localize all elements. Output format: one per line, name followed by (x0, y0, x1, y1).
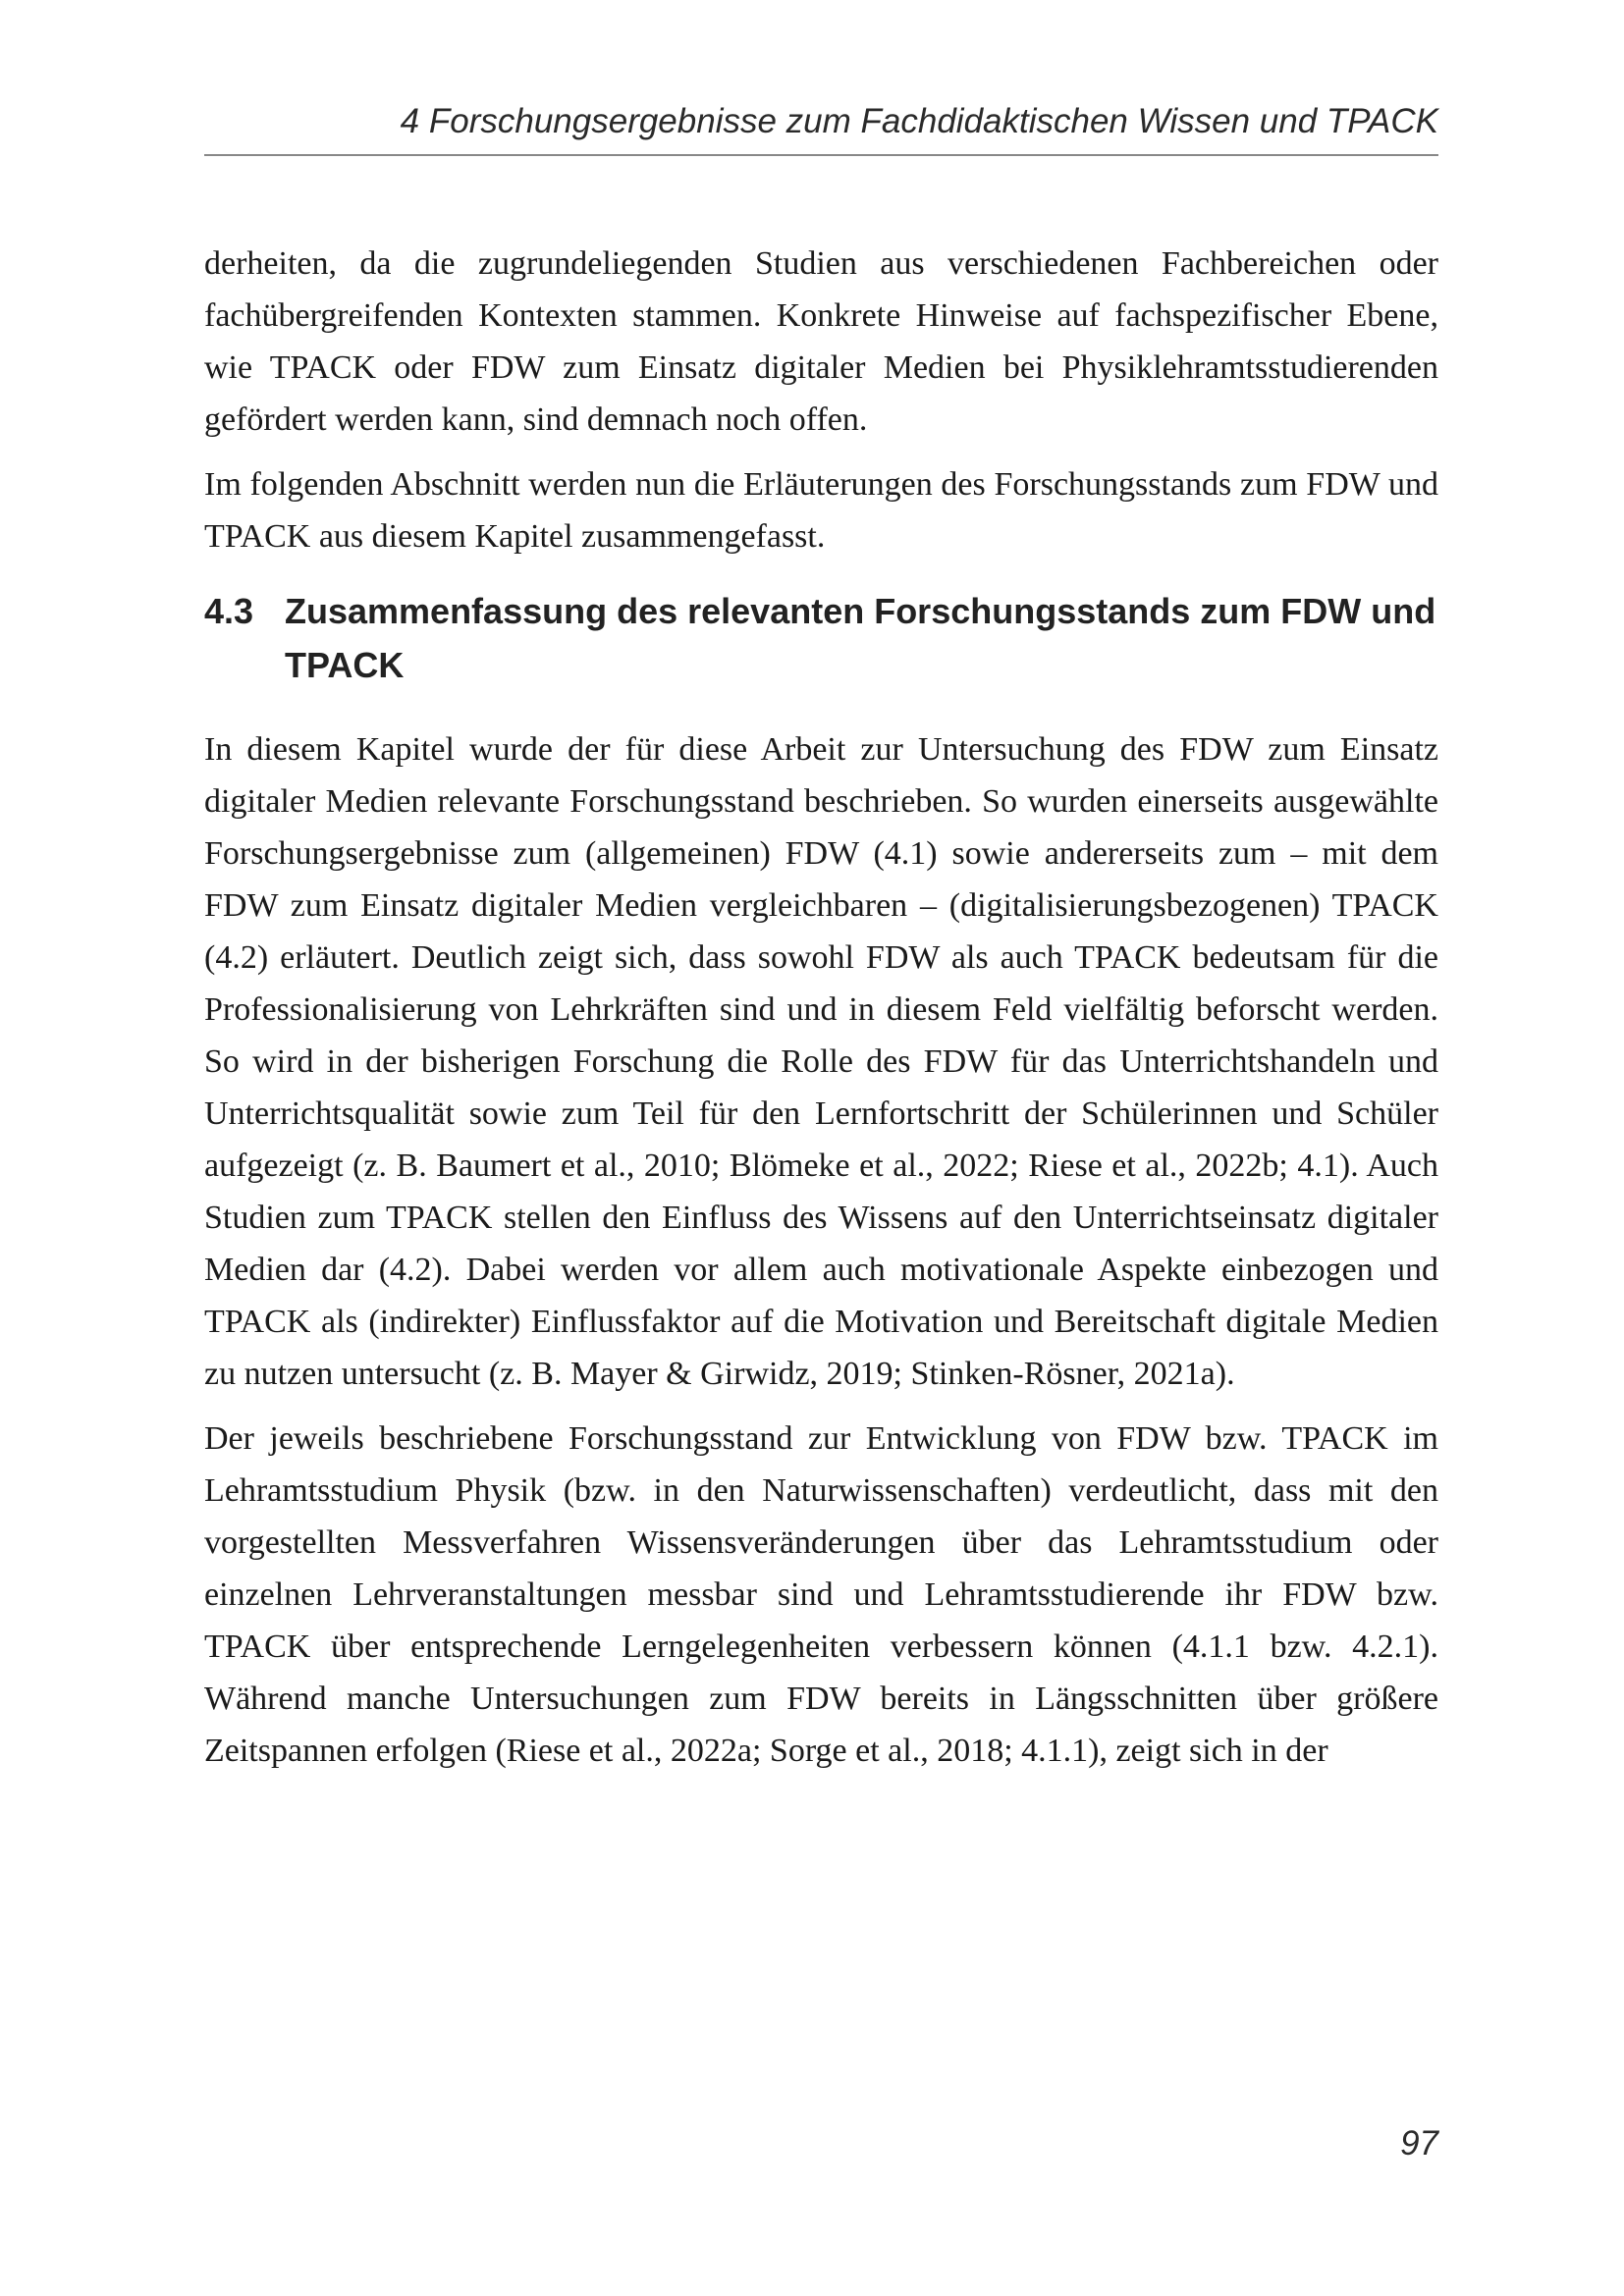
header-divider (204, 154, 1438, 156)
paragraph-transition: Im folgenden Abschnitt werden nun die Erläuterungen des Forschungsstands zum FDW und TPACK aus diesem Kapitel zusammengefasst. (204, 466, 1438, 555)
paragraph-summary: In diesem Kapitel wurde der für diese Arbeit zur Untersuchung des FDW zum Einsatz digitaler Medien relevante Forschungsstand beschrieben. So wurden einerseits ausgewählte Forschungsergebnisse zum (allgemeinen) FDW (4.1) sowie andererseits zum – mit dem FDW zum Einsatz digitaler Medien vergleichbaren – (digitalisierungsbezogenen) TPACK (4.2) erläutert. Deutlich zeigt sich, dass sowohl FDW als auch TPACK bedeutsam für die Professionalisierung von Lehrkräften sind und in diesem Feld vielfältig beforscht werden. So wird in der bisherigen Forschung die Rolle des FDW für das Unterrichtshandeln und Unterrichtsqualität sowie zum Teil für den Lernfortschritt der Schülerinnen und Schüler aufgezeigt (z. B. Baumert et al., 2010; Blömeke et al., 2022; Riese et al., 2022b; 4.1). Auch Studien zum TPACK stellen den Einfluss des Wissens auf den Unterrichtseinsatz digitaler Medien dar (4.2). Dabei werden vor allem auch motivationale Aspekte einbezogen und TPACK als (indirekter) Einflussfaktor auf die Motivation und Bereitschaft digitale Medien zu nutzen untersucht (z. B. Mayer & Girwidz, 2019; Stinken-Rösner, 2021a). (204, 731, 1438, 1392)
section-heading (204, 584, 1438, 692)
paragraph-development: Der jeweils beschriebene Forschungsstand zur Entwicklung von FDW bzw. TPACK im Lehramtsstudium Physik (bzw. in den Naturwissenschaften) verdeutlicht, dass mit den vorgestellten Messverfahren Wissensveränderungen über das Lehramtsstudium oder einzelnen Lehrveranstaltungen messbar sind und Lehramtsstudierende ihr FDW bzw. TPACK über entsprechende Lerngelegenheiten verbessern können (4.1.1 bzw. 4.2.1). Während manche Untersuchungen zum FDW bereits in Längsschnitten über größere Zeitspannen erfolgen (Riese et al., 2022a; Sorge et al., 2018; 4.1.1), zeigt sich in der (204, 1420, 1438, 1769)
running-header: 4 Forschungsergebnisse zum Fachdidaktischen Wissen und TPACK (400, 102, 1438, 140)
section-number: 4.3 (204, 591, 254, 631)
paragraph-continuation: derheiten, da die zugrundeliegenden Studien aus verschiedenen Fachbereichen oder fachübergreifenden Kontexten stammen. Konkrete Hinweise auf fachspezifischer Ebene, wie TPACK oder FDW zum Einsatz digitaler Medien bei Physiklehramtsstudierenden gefördert werden kann, sind demnach noch offen. (204, 245, 1438, 438)
page-number: 97 (1400, 2124, 1438, 2163)
page-body (204, 238, 1438, 1789)
section-title: Zusammenfassung des relevanten Forschungsstands zum FDW und TPACK (285, 591, 1436, 685)
